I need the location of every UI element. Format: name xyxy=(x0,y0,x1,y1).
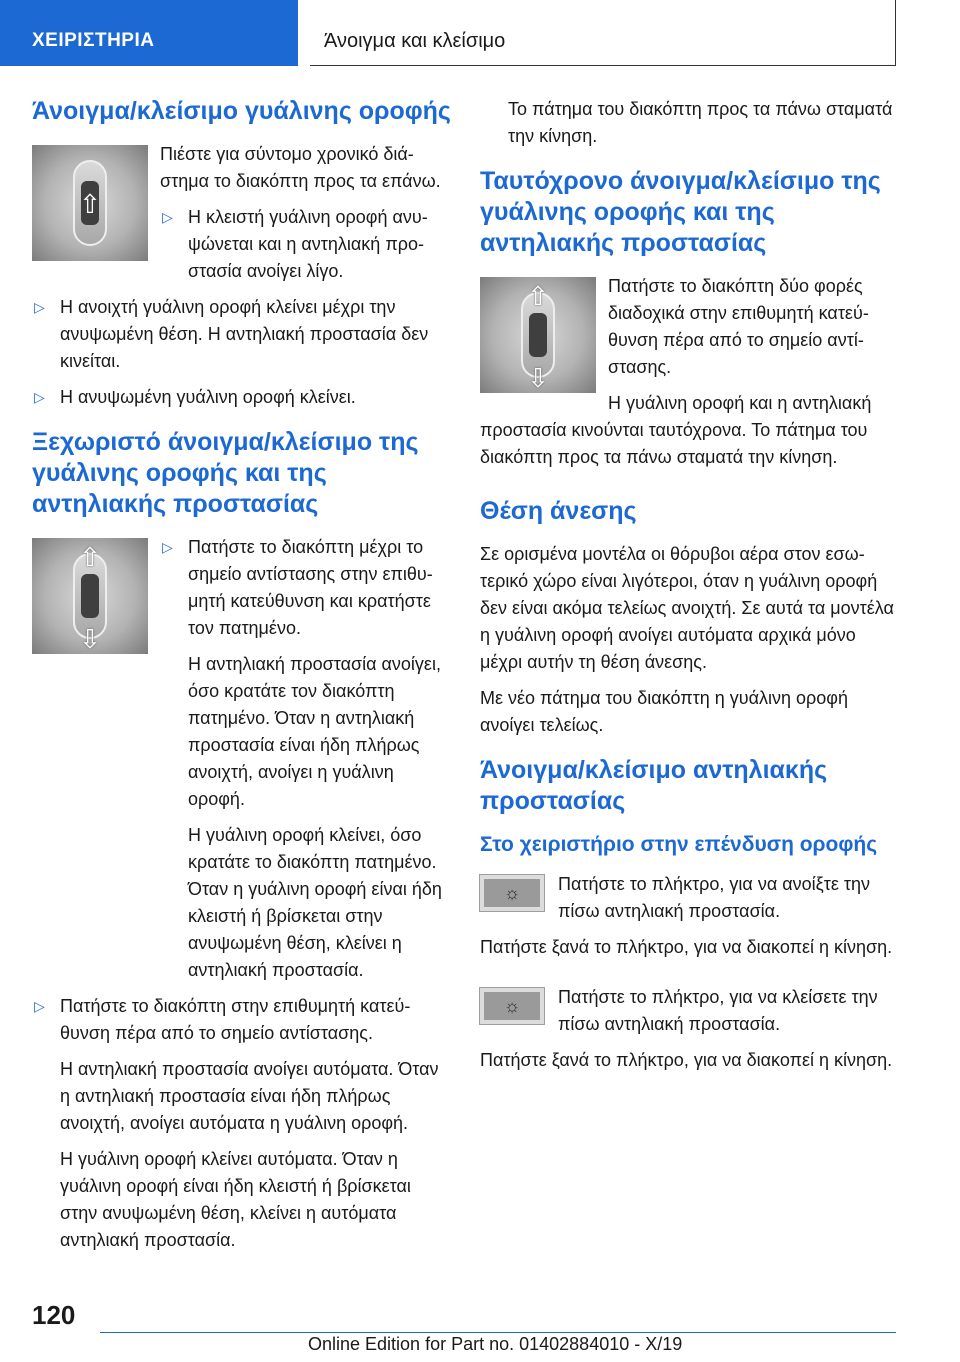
text-sunblind-opens: Η αντηλιακή προστασία ανοίγει, όσο κρατάτε τον διακόπτη πατημένο. Όταν η αντηλιακή προστασία είναι ήδη πλήρως ανοιχτή, ανοίγει η γυάλινη οροφή. xyxy=(188,654,441,809)
lamp-icon: ☼ xyxy=(503,996,521,1016)
left-column xyxy=(32,96,452,1263)
text-comfort-2: Με νέο πάτημα του διακόπτη η γυάλινη οροφή ανοίγει τελείως. xyxy=(480,688,848,735)
press-hold-block xyxy=(160,534,452,993)
list-item-text: Η ανυψωμένη γυάλινη οροφή κλείνει. xyxy=(60,387,356,407)
text-auto-close: Η γυάλινη οροφή κλείνει αυτόματα. Όταν η γυάλινη οροφή είναι ήδη κλειστή ή βρίσκεται στην ανυψωμένη θέση, κλείνει η αυτόματα αντηλιακή προστασία. xyxy=(60,1149,411,1250)
list-item-text: Πατήστε το διακόπτη μέχρι το σημείο αντίστασης στην επιθυμητή κατεύθυνση και κρατήστε τον πατημένο. xyxy=(188,537,433,638)
sunblind-open-button-figure xyxy=(480,875,544,911)
text-open-button: Πατήστε το πλήκτρο, για να ανοίξτε την πίσω αντηλιακή προστασία. xyxy=(558,874,870,921)
bullet-triangle-icon xyxy=(34,294,45,321)
short-press-block xyxy=(160,141,452,294)
lamp-icon: ☼ xyxy=(503,883,521,903)
page-header-title: Άνοιγμα και κλείσιμο xyxy=(310,0,896,66)
heading-sunblind: Άνοιγμα/κλείσιμο αντηλιακής προστασίας xyxy=(480,756,828,815)
right-column xyxy=(480,96,900,1083)
text-roof-closes: Η γυάλινη οροφή κλείνει, όσο κρατάτε το διακόπτη πατημένο. Όταν η γυάλινη οροφή είναι ήδη κλειστή ή βρίσκεται στην ανυψωμένη θέση, κλείνει η αντηλιακή προστασία. xyxy=(188,825,442,980)
list-item xyxy=(32,384,452,411)
list-item-text: Η ανοιχτή γυάλινη οροφή κλείνει μέχρι την ανυψωμένη θέση. Η αντηλιακή προστασία δεν κινείται. xyxy=(60,297,429,371)
footer-divider xyxy=(100,1332,896,1333)
arrow-down-icon: ⇩ xyxy=(79,624,101,654)
footer-edition: Online Edition for Part no. 01402884010 - X/19 xyxy=(308,1334,683,1354)
arrow-up-icon: ⇧ xyxy=(527,281,549,311)
text-stop-2: Πατήστε ξανά το πλήκτρο, για να διακοπεί η κίνηση. xyxy=(480,1050,893,1070)
text-auto-open: Η αντηλιακή προστασία ανοίγει αυτόματα. Όταν η αντηλιακή προστασία είναι ήδη πλήρως ανοιχτή, ανοίγει αυτόματα η γυάλινη οροφή. xyxy=(60,1059,439,1133)
roof-switch-figure-double xyxy=(480,277,596,393)
roof-switch-figure-up-down xyxy=(32,538,148,654)
list-item xyxy=(32,294,452,375)
text-close-button: Πατήστε το πλήκτρο, για να κλείσετε την πίσω αντηλιακή προστασία. xyxy=(558,987,878,1034)
section-tab: ΧΕΙΡΙΣΤΗΡΙΑ xyxy=(0,0,298,66)
list-item xyxy=(160,204,452,285)
sunblind-close-button-figure xyxy=(480,988,544,1024)
bullet-triangle-icon xyxy=(162,204,173,231)
heading-open-close-glass-roof: Άνοιγμα/κλείσιμο γυάλινης οροφής xyxy=(32,97,451,125)
list-item xyxy=(32,993,452,1047)
bullet-triangle-icon xyxy=(162,534,173,561)
heading-comfort-position: Θέση άνεσης xyxy=(480,497,637,525)
text-stop-1: Πατήστε ξανά το πλήκτρο, για να διακοπεί η κίνηση. xyxy=(480,937,893,957)
switch-knob xyxy=(81,574,99,618)
heading-separate-open-close: Ξεχωριστό άνοιγμα/κλείσιμο της γυάλινης οροφής και της αντηλιακής προστασίας xyxy=(32,428,419,518)
page-number: 120 xyxy=(32,1300,76,1330)
switch-knob xyxy=(529,313,547,357)
list-item-text: Πατήστε το διακόπτη στην επιθυμητή κατεύθυνση πέρα από το σημείο αντίστασης. xyxy=(60,996,411,1043)
heading-headliner-control: Στο χειριστήριο στην επένδυση οροφής xyxy=(480,833,878,856)
text-move-together: Η γυάλινη οροφή και η αντηλιακή προστασία κινούνται ταυτόχρονα. Το πάτημα του διακόπτη προς τα πάνω σταματά την κίνηση. xyxy=(480,393,872,467)
text-stop-movement: Το πάτημα του διακόπτη προς τα πάνω σταματά την κίνηση. xyxy=(508,99,893,146)
bullet-triangle-icon xyxy=(34,993,45,1020)
roof-switch-figure-up xyxy=(32,145,148,261)
arrow-up-icon: ⇧ xyxy=(79,189,101,219)
spacer xyxy=(480,970,900,984)
bullet-triangle-icon xyxy=(34,384,45,411)
text-comfort-1: Σε ορισμένα μοντέλα οι θόρυβοι αέρα στον εσωτερικό χώρο είναι λιγότεροι, όταν η γυάλινη οροφή δεν είναι ακόμα τελείως ανοιχτή. Σε αυτά τα μοντέλα η γυάλινη οροφή ανοίγει αυτόματα αρχικά μόνο μέχρι αυτήν τη θέση άνεσης. xyxy=(480,544,894,672)
list-item xyxy=(160,534,452,642)
list-item-text: Η κλειστή γυάλινη οροφή ανυψώνεται και η αντηλιακή προστασία ανοίγει λίγο. xyxy=(188,207,428,281)
text-press-twice: Πατήστε το διακόπτη δύο φορές διαδοχικά στην επιθυμητή κατεύθυνση πέρα από το σημείο αντίστασης. xyxy=(608,276,869,377)
arrow-down-icon: ⇩ xyxy=(527,363,549,393)
heading-simultaneous: Ταυτόχρονο άνοιγμα/κλείσιμο της γυάλινης οροφής και της αντηλιακής προστασίας xyxy=(480,167,881,257)
arrow-up-icon: ⇧ xyxy=(79,542,101,572)
text-short-press: Πιέστε για σύντομο χρονικό διάστημα το διακόπτη προς τα επάνω. xyxy=(160,144,441,191)
